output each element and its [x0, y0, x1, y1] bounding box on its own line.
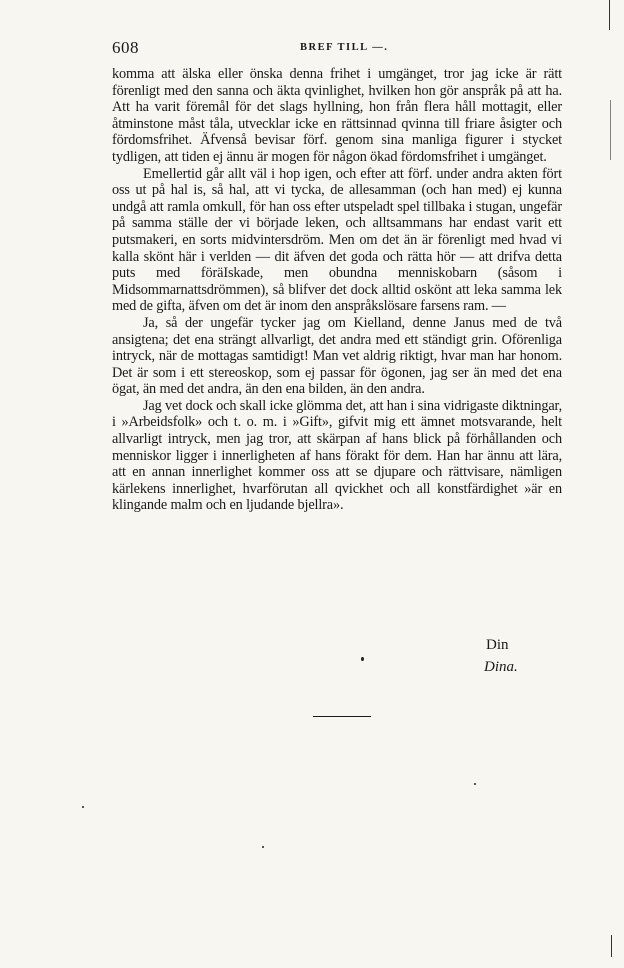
ink-speck [361, 657, 364, 661]
scan-edge-mark [609, 0, 610, 30]
paragraph-1: komma att älska eller önska denna frihet i umgänget, tror jag icke är rätt förenligt med den sanna och äkta qvinlighet, hvilken hon gör anspråk på att ha. Att ha varit föremål för det slags hyllning, hon från flera håll mottagit, eller åtminstone måst tåla, utvecklar icke en rättsinnad qvinna till friare åsigter och fördomsfrihet. Äfvenså bevisar förf. genom sina manliga figurer i stycket tydligen, att tiden ej ännu är mogen för någon ökad fördomsfrihet i umgänget. [112, 66, 562, 165]
running-title: BREF TILL —. [300, 42, 389, 53]
paragraph-3: Ja, så der ungefär tycker jag om Kielland, denne Janus med de två ansigtena; det ena strängt allvarligt, det andra med ett ständigt grin. Oförenliga intryck, när de mottagas samtidigt! Man vet aldrig riktigt, hvar man har honom. Det är som i ett stereoskop, som ej passar för ögonen, jag ser än med det ena ögat, än med det andra, än den ena bilden, än den andra. [112, 314, 562, 398]
signature-salutation: Din [486, 637, 509, 653]
page-header [112, 38, 552, 60]
scan-speck [262, 846, 264, 848]
signature-name: Dina. [484, 659, 518, 675]
page-number: 608 [112, 38, 139, 57]
paragraph-2: Emellertid går allt väl i hop igen, och efter att förf. under andra akten fört oss ut på hal is, så hal, att vi tycka, de allesamman (och han med) ej kunna undgå att ramla omkull, för han oss efter utspeladt spel tillbaka i stugan, ungefär på samma ställe der vi började leken, och alltsammans har endast varit ett putsmakeri, en sorts midvintersdröm. Men om det än är förenligt med hvad vi kalla skönt här i verlden — dit äfven det goda och rätta hör — att drifva detta puts med föräIskade, men obundna menniskobarn (såsom i Midsommarnattsdrömmen), så blifver det dock alltid oskönt att leka samma lek med de gifta, äfven om det är inom den anspråkslösare farsens ram. — [112, 165, 562, 315]
paragraph-4: Jag vet dock och skall icke glömma det, att han i sina vidrigaste diktningar, i »Arbeidsfolk» och t. o. m. i »Gift», gifvit mig ett ämnet motsvarande, helt allvarligt intryck, men jag tror, att skärpan af hans blick på förhållanden och menniskor ligger i innerligheten af hans förakt för dem. Han har ännu att lära, att en annan innerlighet kommer oss att se djupare och rättvisare, nämligen kärlekens innerlighet, hvarförutan all qvickhet och all konstfärdighet »är en klingande malm och en ljudande bjellra». [112, 397, 562, 514]
scan-speck [474, 783, 476, 785]
signature [486, 634, 566, 678]
scan-edge-mark [611, 935, 612, 957]
closing-rule [313, 716, 371, 717]
scan-edge-mark [610, 100, 611, 160]
letter-body [112, 66, 562, 514]
scan-speck [82, 806, 84, 808]
